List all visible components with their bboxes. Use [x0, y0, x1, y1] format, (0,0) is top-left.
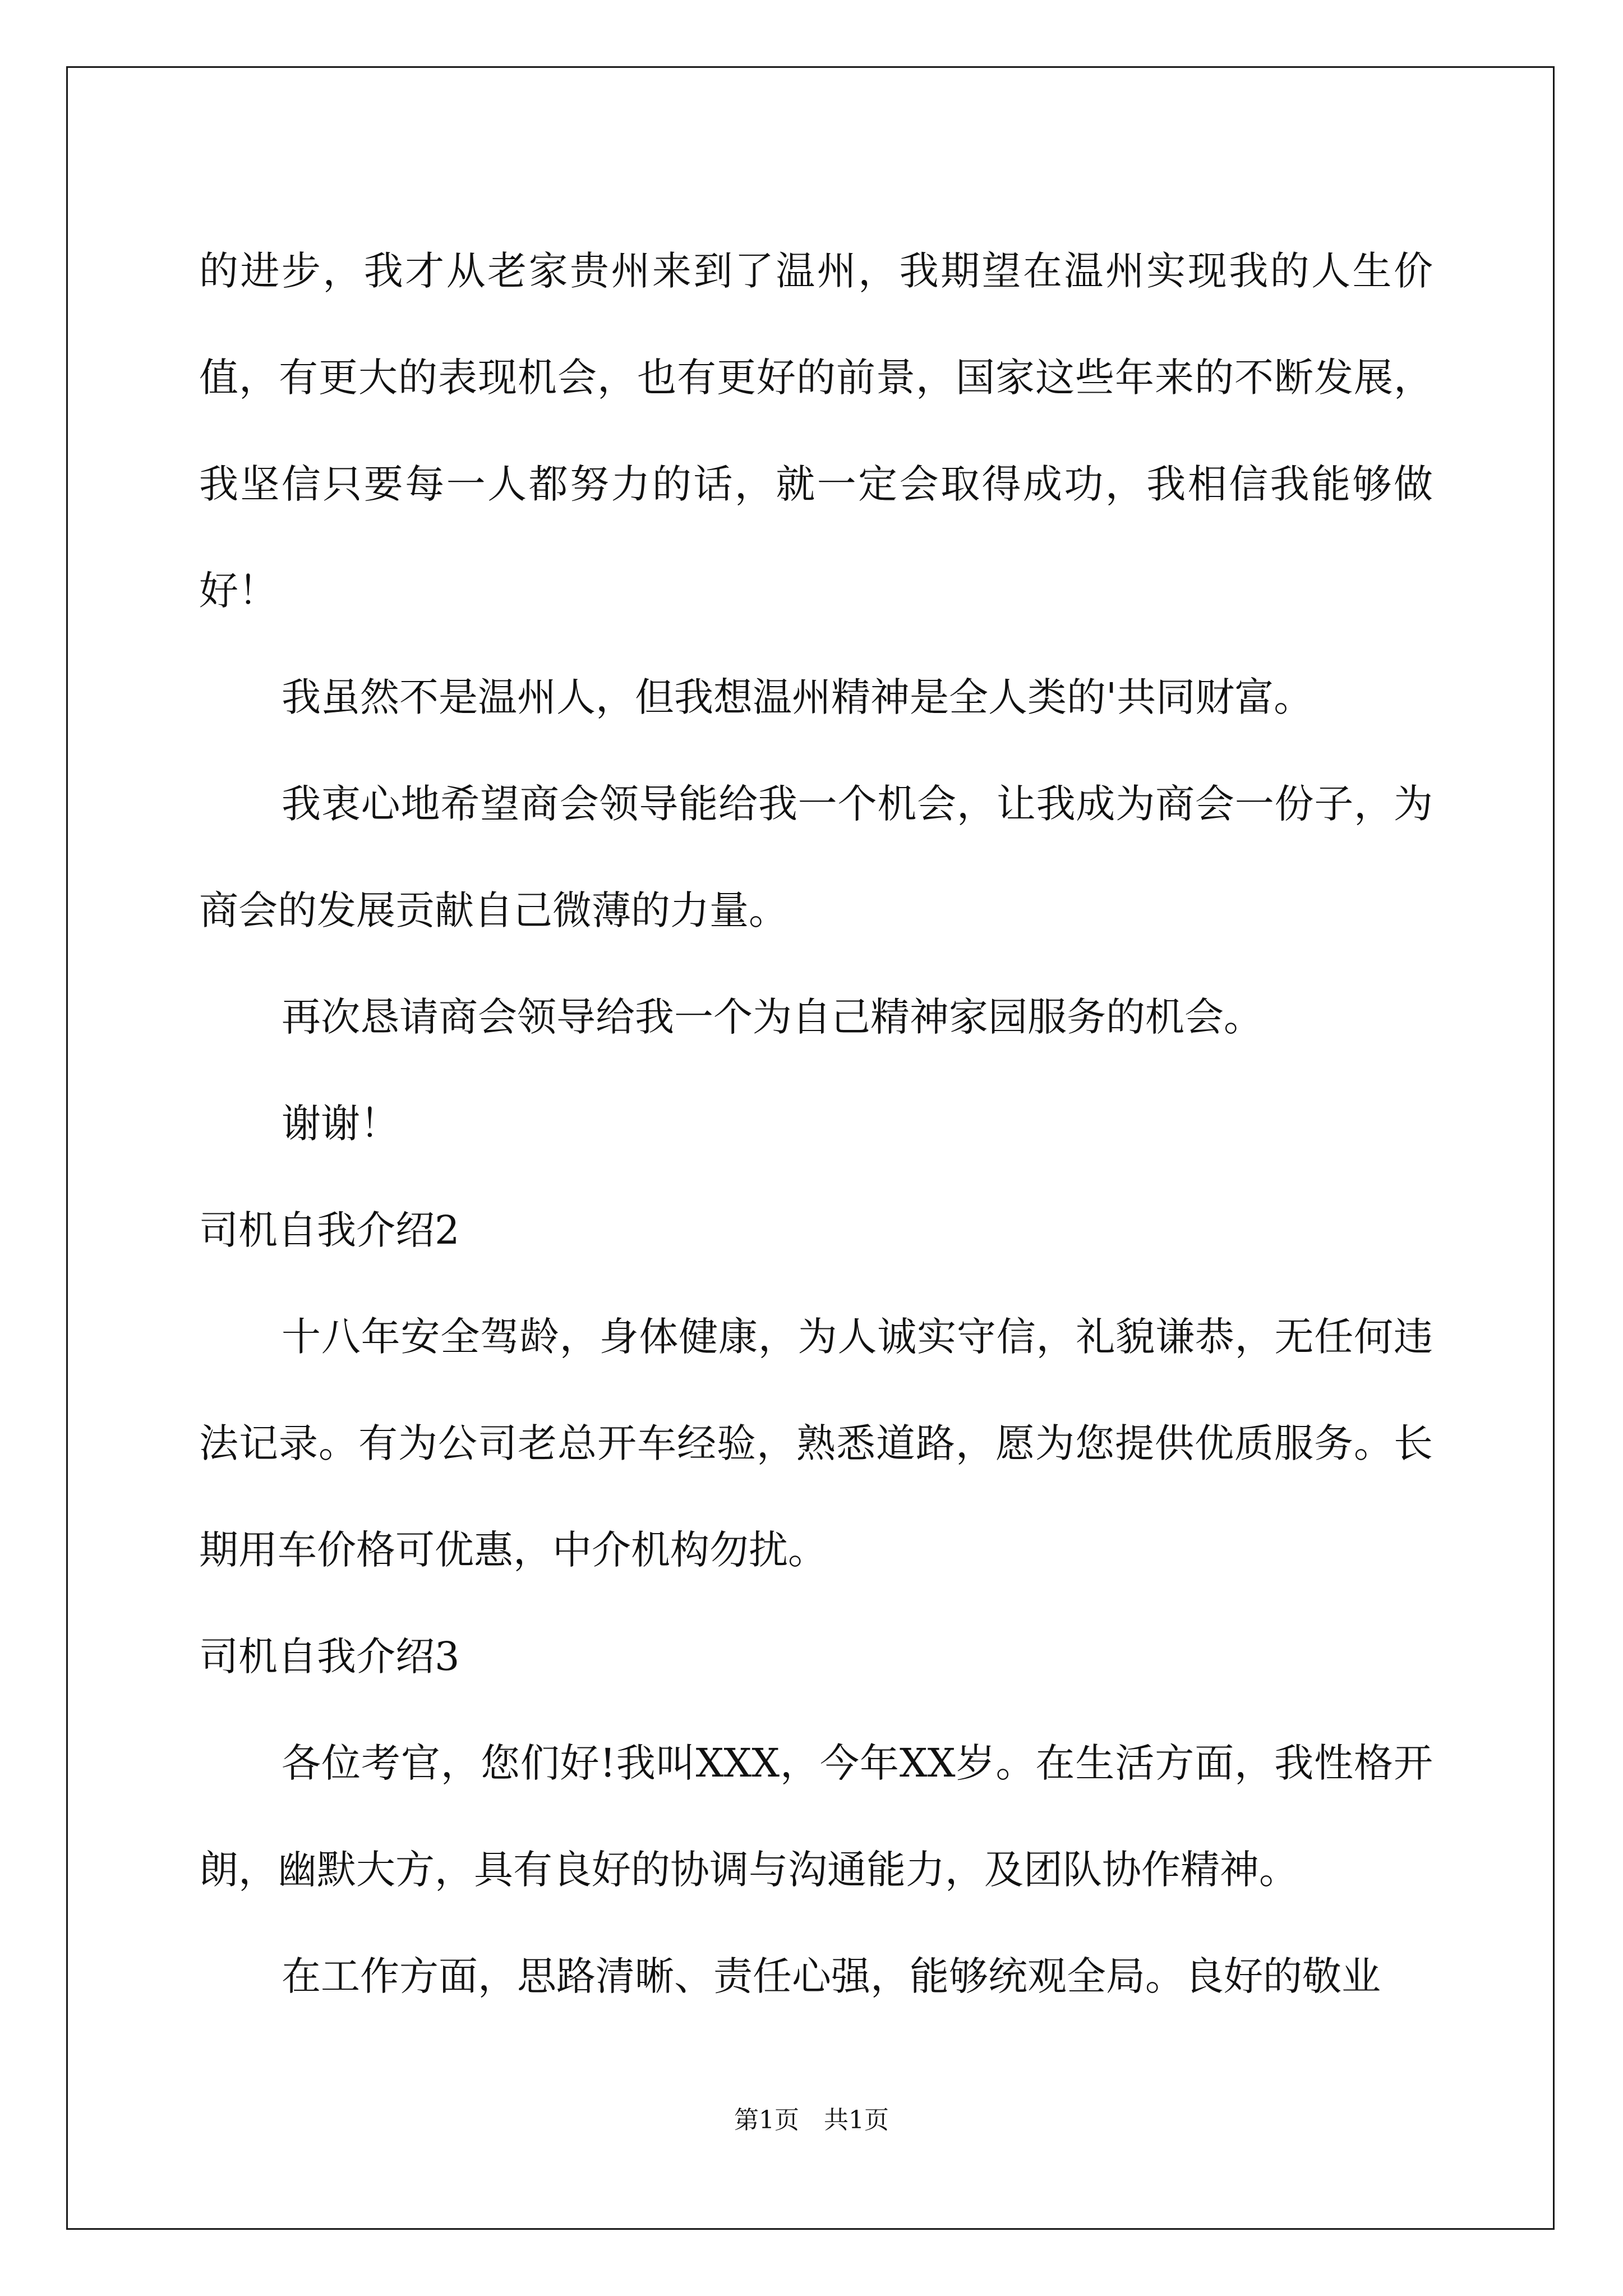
- paragraph-8: 在工作方面，思路清晰、责任心强，能够统观全局。良好的敬业: [282, 1953, 1381, 1999]
- paragraph-3: 我衷心地希望商会领导能给我一个机会，让我成为商会一份子，为商会的发展贡献自己微薄的力量。: [199, 781, 1433, 933]
- paragraph-5: 谢谢！: [282, 1101, 399, 1147]
- section-heading-2: 司机自我介绍2: [199, 1207, 460, 1253]
- document-body: [199, 218, 1433, 2030]
- paragraph-6: 十八年安全驾龄，身体健康，为人诚实守信，礼貌谦恭，无任何违法记录。有为公司老总开车经验，熟悉道路，愿为您提供优质服务。长期用车价格可优惠，中介机构勿扰。: [199, 1314, 1433, 1573]
- paragraph-1: 的进步，我才从老家贵州来到了温州，我期望在温州实现我的人生价值，有更大的表现机会，也有更好的前景，国家这些年来的不断发展，我坚信只要每一人都努力的话，就一定会取得成功，我相信我能够做好！: [199, 248, 1433, 614]
- paragraph-2: 我虽然不是温州人，但我想温州精神是全人类的'共同财富。: [282, 674, 1313, 720]
- page-footer: 第1页 共1页: [734, 2106, 889, 2134]
- section-heading-3: 司机自我介绍3: [199, 1634, 460, 1680]
- paragraph-4: 再次恳请商会领导给我一个为自己精神家园服务的机会。: [282, 994, 1263, 1040]
- paragraph-7: 各位考官，您们好!我叫XXX，今年XX岁。在生活方面，我性格开朗，幽默大方，具有良好的协调与沟通能力，及团队协作精神。: [199, 1740, 1433, 1893]
